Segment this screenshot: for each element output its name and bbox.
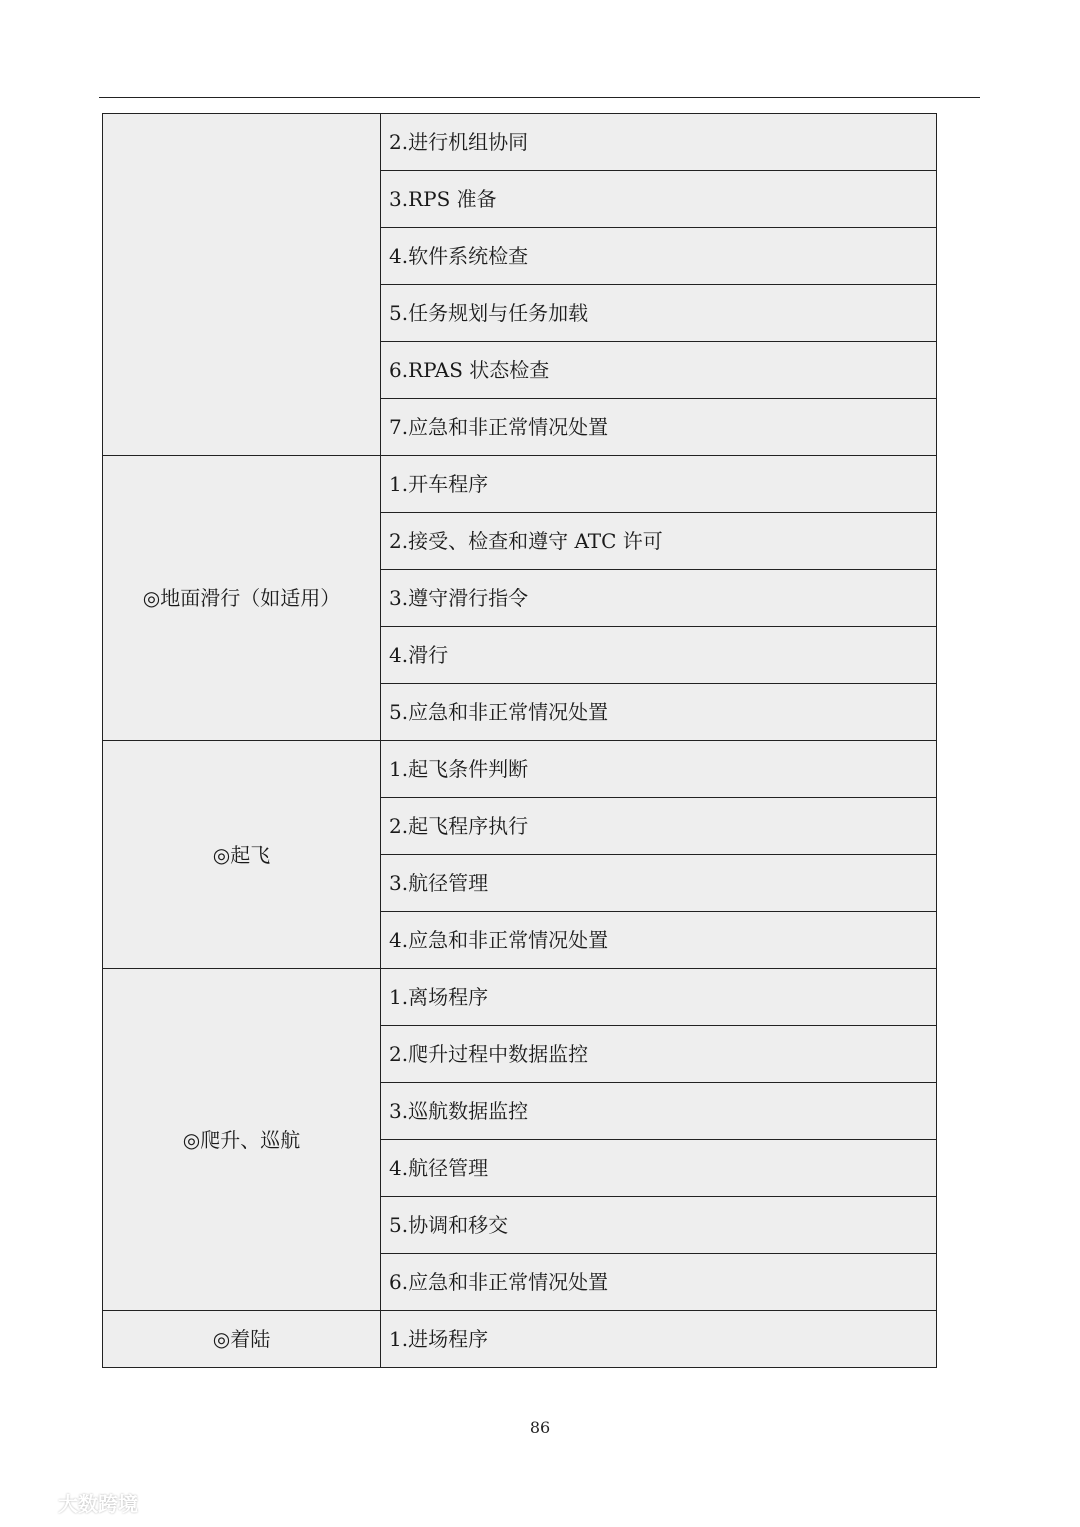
header-rule [99,97,980,98]
table-row [103,1311,937,1368]
item-cell: 4.滑行 [381,627,937,684]
page-number: 86 [529,1418,551,1437]
item-cell: 2.进行机组协同 [381,114,937,171]
item-cell: 3.遵守滑行指令 [381,570,937,627]
category-cell [103,114,381,456]
table-row [103,741,937,798]
item-cell: 7.应急和非正常情况处置 [381,399,937,456]
watermark-text: 大数跨境 [58,1492,138,1516]
item-cell: 5.协调和移交 [381,1197,937,1254]
category-cell: ◎地面滑行（如适用） [103,456,381,741]
procedure-table [102,113,937,1368]
item-cell: 6.RPAS 状态检查 [381,342,937,399]
table-row [103,969,937,1026]
watermark [12,1488,138,1517]
item-cell: 4.应急和非正常情况处置 [381,912,937,969]
item-cell: 1.离场程序 [381,969,937,1026]
item-cell: 5.任务规划与任务加载 [381,285,937,342]
item-cell: 1.进场程序 [381,1311,937,1368]
item-cell: 1.起飞条件判断 [381,741,937,798]
procedure-table-body [103,114,937,1368]
category-cell: ◎爬升、巡航 [103,969,381,1311]
category-cell: ◎着陆 [103,1311,381,1368]
item-cell: 5.应急和非正常情况处置 [381,684,937,741]
item-cell: 2.爬升过程中数据监控 [381,1026,937,1083]
item-cell: 3.航径管理 [381,855,937,912]
table-row [103,456,937,513]
table-row [103,114,937,171]
item-cell: 2.接受、检查和遵守 ATC 许可 [381,513,937,570]
item-cell: 2.起飞程序执行 [381,798,937,855]
item-cell: 3.RPS 准备 [381,171,937,228]
item-cell: 6.应急和非正常情况处置 [381,1254,937,1311]
item-cell: 1.开车程序 [381,456,937,513]
item-cell: 4.航径管理 [381,1140,937,1197]
item-cell: 4.软件系统检查 [381,228,937,285]
category-cell: ◎起飞 [103,741,381,969]
item-cell: 3.巡航数据监控 [381,1083,937,1140]
speech-bubble-logo-icon [12,1490,52,1516]
